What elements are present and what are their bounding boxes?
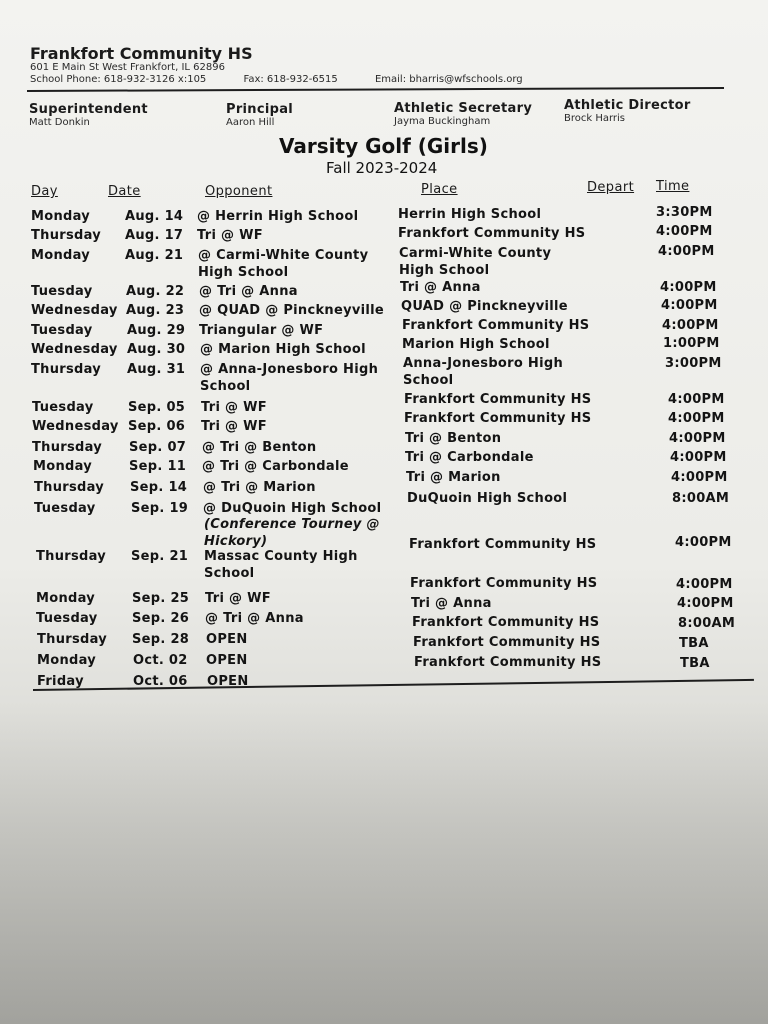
cell-opponent: @ Herrin High School <box>197 209 359 224</box>
cell-date: Oct. 02 <box>133 653 188 668</box>
cell-place: Tri @ Benton <box>405 431 502 446</box>
cell-day: Monday <box>31 248 91 263</box>
cell-day: Tuesday <box>34 501 96 516</box>
cell-opponent: @ Carmi-White County High School <box>198 248 369 280</box>
cell-day: Monday <box>33 459 93 474</box>
cell-day: Thursday <box>37 632 108 647</box>
season-label: Fall 2023-2024 <box>326 159 438 177</box>
cell-date: Aug. 23 <box>126 303 185 318</box>
cell-opponent: Tri @ WF <box>201 419 267 434</box>
cell-date: Aug. 17 <box>125 228 184 243</box>
cell-day: Thursday <box>34 480 105 495</box>
photo-shadow <box>0 700 768 1024</box>
cell-time: 4:00PM <box>675 535 732 550</box>
cell-place: Anna-Jonesboro High School <box>403 356 564 388</box>
cell-time: 4:00PM <box>677 596 734 611</box>
cell-time: 4:00PM <box>658 244 715 259</box>
cell-time: 8:00AM <box>678 616 736 631</box>
cell-date: Sep. 28 <box>132 632 190 647</box>
cell-date: Sep. 05 <box>128 400 186 415</box>
cell-opponent: Tri @ WF <box>205 591 271 606</box>
cell-day: Monday <box>36 591 96 606</box>
cell-opponent-note: (Conference Tourney @ Hickory) <box>204 517 380 549</box>
cell-opponent: @ Marion High School <box>200 342 366 357</box>
staff-name-superintendent: Matt Donkin <box>29 117 90 128</box>
cell-day: Tuesday <box>32 400 94 415</box>
cell-time: 4:00PM <box>669 431 726 446</box>
cell-date: Sep. 21 <box>131 549 189 564</box>
cell-place: Frankfort Community HS <box>412 615 600 630</box>
school-name: Frankfort Community HS <box>30 44 253 63</box>
cell-place: Marion High School <box>402 337 550 352</box>
cell-opponent: @ QUAD @ Pinckneyville <box>199 303 385 318</box>
cell-day: Friday <box>37 674 84 689</box>
cell-day: Tuesday <box>31 284 93 299</box>
cell-place: Tri @ Carbondale <box>405 450 534 465</box>
cell-day: Thursday <box>31 362 102 377</box>
cell-time: TBA <box>680 656 710 671</box>
cell-place: Carmi-White County High School <box>399 246 552 278</box>
cell-date: Sep. 07 <box>129 440 187 455</box>
cell-time: 4:00PM <box>671 470 728 485</box>
cell-place: Frankfort Community HS <box>414 655 602 670</box>
cell-date: Aug. 29 <box>127 323 186 338</box>
staff-role-superintendent: Superintendent <box>29 102 148 117</box>
cell-day: Monday <box>37 653 97 668</box>
cell-time: 1:00PM <box>663 336 720 351</box>
cell-time: 3:30PM <box>656 205 713 220</box>
column-header-depart: Depart <box>587 180 635 195</box>
cell-time: 4:00PM <box>656 224 713 239</box>
cell-day: Monday <box>31 209 91 224</box>
column-header-opponent: Opponent <box>205 184 273 199</box>
cell-opponent: OPEN <box>206 632 248 647</box>
column-header-time: Time <box>656 179 690 194</box>
staff-role-athletic-director: Athletic Director <box>564 98 691 113</box>
cell-opponent: @ Tri @ Marion <box>203 480 316 495</box>
cell-day: Wednesday <box>31 303 118 318</box>
cell-date: Aug. 30 <box>127 342 186 357</box>
cell-place: Tri @ Anna <box>400 280 481 295</box>
cell-day: Tuesday <box>31 323 93 338</box>
cell-day: Wednesday <box>31 342 118 357</box>
cell-place: QUAD @ Pinckneyville <box>401 299 568 314</box>
cell-date: Sep. 19 <box>131 501 189 516</box>
cell-time: 4:00PM <box>660 280 717 295</box>
cell-date: Sep. 06 <box>128 419 186 434</box>
cell-opponent: @ Tri @ Carbondale <box>202 459 349 474</box>
cell-date: Sep. 11 <box>129 459 187 474</box>
column-header-day: Day <box>31 184 58 199</box>
cell-opponent: OPEN <box>206 653 248 668</box>
page-title: Varsity Golf (Girls) <box>279 134 488 158</box>
cell-time: 4:00PM <box>661 298 718 313</box>
cell-date: Aug. 22 <box>126 284 185 299</box>
cell-time: 4:00PM <box>668 411 725 426</box>
cell-place: Frankfort Community HS <box>398 226 586 241</box>
cell-place: Frankfort Community HS <box>402 318 590 333</box>
column-header-place: Place <box>421 182 458 197</box>
cell-opponent: @ Tri @ Anna <box>205 611 304 626</box>
cell-date: Sep. 14 <box>130 480 188 495</box>
cell-opponent: OPEN <box>207 674 249 689</box>
staff-name-principal: Aaron Hill <box>226 117 275 128</box>
cell-day: Tuesday <box>36 611 98 626</box>
column-header-date: Date <box>108 184 141 199</box>
cell-opponent: Tri @ WF <box>197 228 263 243</box>
cell-date: Oct. 06 <box>133 674 188 689</box>
cell-day: Wednesday <box>32 419 119 434</box>
staff-name-athletic-secretary: Jayma Buckingham <box>394 116 491 127</box>
cell-date: Aug. 21 <box>125 248 184 263</box>
cell-day: Thursday <box>36 549 107 564</box>
cell-place: DuQuoin High School <box>407 491 568 506</box>
cell-time: 4:00PM <box>670 450 727 465</box>
school-address: 601 E Main St West Frankfort, IL 62896 <box>30 62 225 73</box>
cell-place: Tri @ Marion <box>406 470 501 485</box>
cell-time: 4:00PM <box>668 392 725 407</box>
cell-date: Sep. 26 <box>132 611 190 626</box>
cell-place: Herrin High School <box>398 207 542 222</box>
cell-time: 4:00PM <box>676 577 733 592</box>
email-address: Email: bharris@wfschools.org <box>374 74 523 85</box>
cell-place: Tri @ Anna <box>411 596 492 611</box>
cell-time: TBA <box>679 636 709 651</box>
staff-name-athletic-director: Brock Harris <box>564 113 626 124</box>
cell-opponent: @ Tri @ Benton <box>202 440 317 455</box>
phone-number: School Phone: 618-932-3126 x:105 <box>30 74 207 85</box>
staff-role-principal: Principal <box>226 102 294 117</box>
cell-date: Aug. 31 <box>127 362 186 377</box>
cell-opponent: @ Anna-Jonesboro High School <box>200 362 379 394</box>
cell-place: Frankfort Community HS <box>409 537 597 552</box>
cell-time: 8:00AM <box>672 491 730 506</box>
cell-opponent: Tri @ WF <box>201 400 267 415</box>
cell-opponent: Massac County High School <box>204 549 358 581</box>
cell-opponent: @ Tri @ Anna <box>199 284 298 299</box>
cell-date: Aug. 14 <box>125 209 184 224</box>
cell-time: 3:00PM <box>665 356 722 371</box>
cell-day: Thursday <box>32 440 103 455</box>
fax-number: Fax: 618-932-6515 <box>243 74 338 85</box>
cell-day: Thursday <box>31 228 102 243</box>
cell-place: Frankfort Community HS <box>404 392 592 407</box>
cell-place: Frankfort Community HS <box>413 635 601 650</box>
cell-place: Frankfort Community HS <box>410 576 598 591</box>
staff-role-athletic-secretary: Athletic Secretary <box>394 101 533 116</box>
cell-opponent: @ DuQuoin High School <box>203 501 382 516</box>
cell-place: Frankfort Community HS <box>404 411 592 426</box>
cell-date: Sep. 25 <box>132 591 190 606</box>
cell-time: 4:00PM <box>662 318 719 333</box>
cell-opponent: Triangular @ WF <box>199 323 324 338</box>
